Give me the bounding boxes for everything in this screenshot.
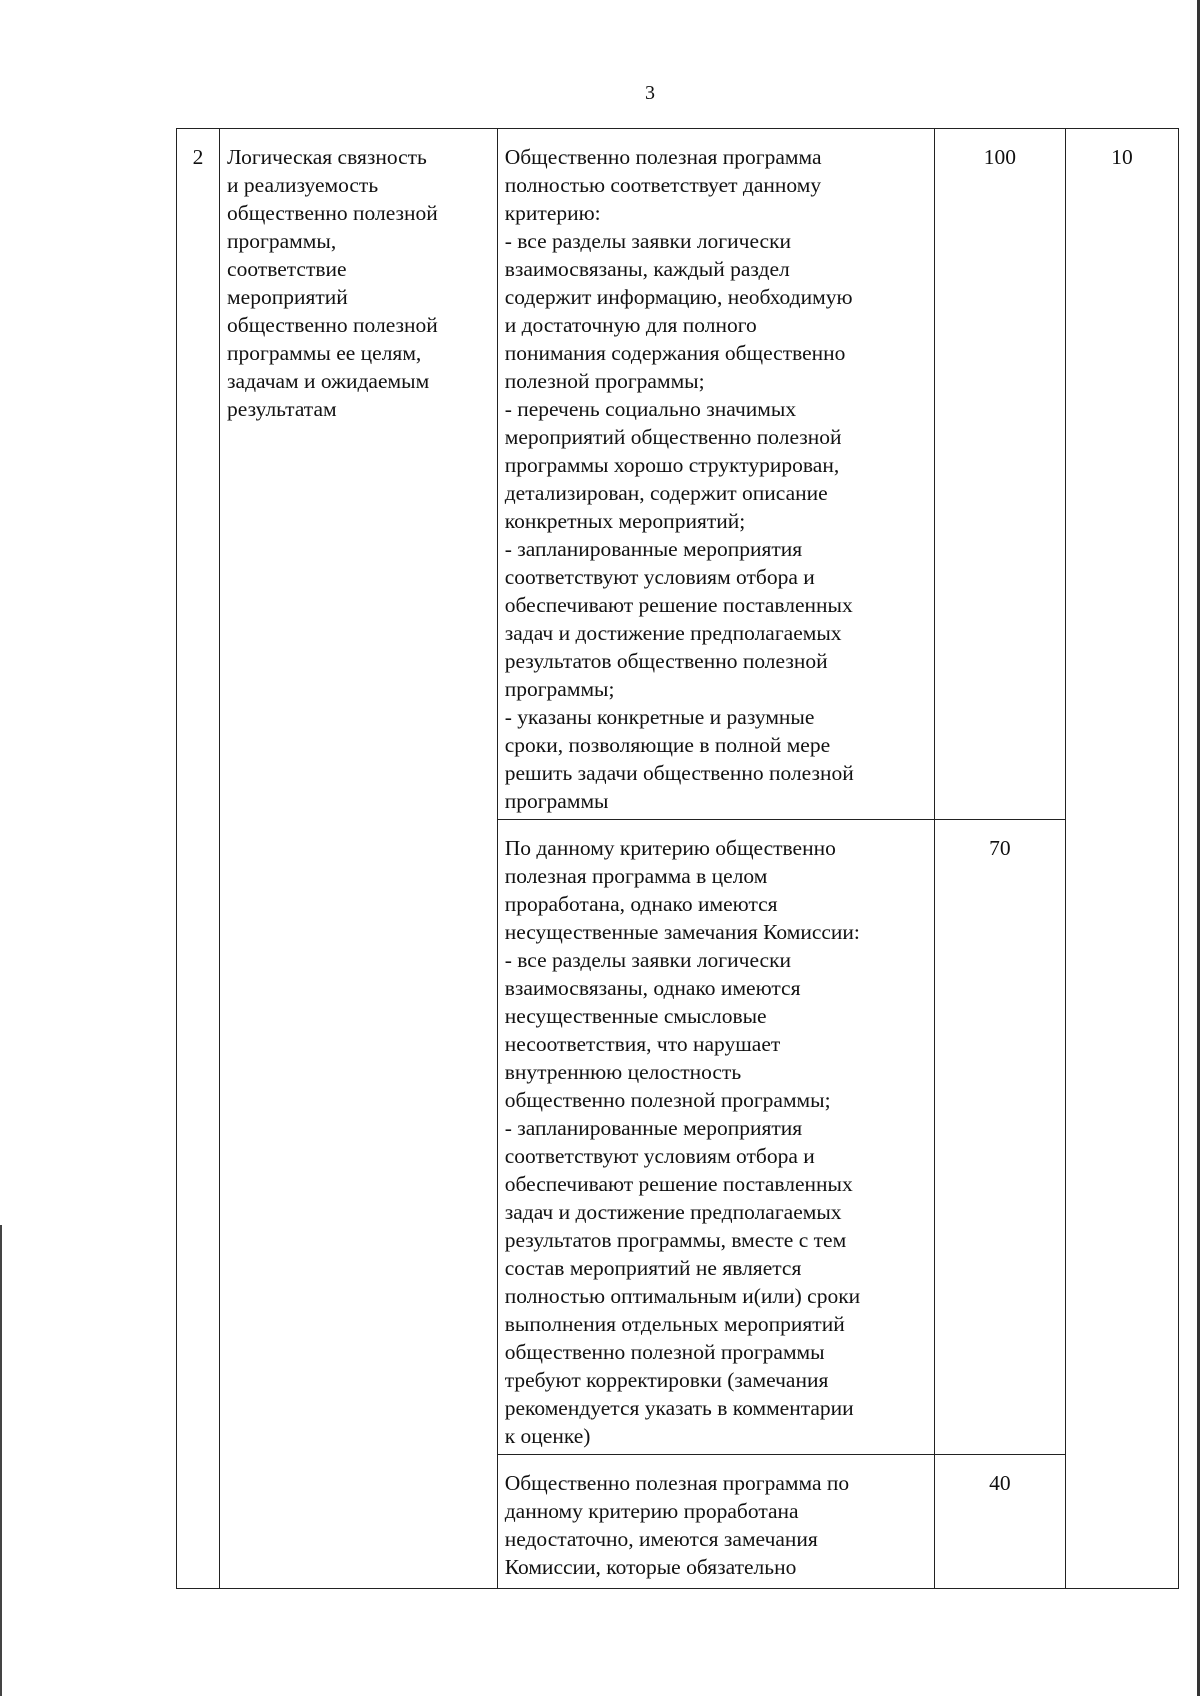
description-line: рекомендуется указать в комментарии: [504, 1396, 854, 1420]
table-row: [177, 129, 1179, 820]
description-line: мероприятий общественно полезной: [504, 425, 842, 449]
level-description-cell: [497, 820, 934, 1455]
criterion-line: общественно полезной: [227, 313, 438, 337]
criterion-line: программы,: [227, 229, 337, 253]
description-line: данному критерию проработана: [504, 1499, 799, 1523]
description-line: решить задачи общественно полезной: [504, 761, 854, 785]
description-line: Комиссии, которые обязательно: [504, 1555, 797, 1579]
description-line: несоответствия, что нарушает: [504, 1032, 781, 1056]
weight-cell: 10: [1065, 129, 1178, 1589]
description-line: программы хорошо структурирован,: [504, 453, 840, 477]
description-line: детализирован, содержит описание: [504, 481, 828, 505]
description-line: - все разделы заявки логически: [504, 948, 792, 972]
description-line: несущественные смысловые: [504, 1004, 767, 1028]
description-line: несущественные замечания Комиссии:: [504, 920, 860, 944]
level-description-cell: [497, 1455, 934, 1589]
criterion-line: мероприятий: [227, 285, 348, 309]
criterion-line: общественно полезной: [227, 201, 438, 225]
description-line: задач и достижение предполагаемых: [504, 621, 842, 645]
description-line: полезной программы;: [504, 369, 705, 393]
description-line: внутреннюю целостность: [504, 1060, 742, 1084]
description-line: Общественно полезная программа по: [504, 1471, 850, 1495]
description-line: содержит информацию, необходимую: [504, 285, 853, 309]
description-line: выполнения отдельных мероприятий: [504, 1312, 845, 1336]
description-line: к оценке): [504, 1424, 591, 1448]
description-line: понимания содержания общественно: [504, 341, 846, 365]
scan-left-edge: [0, 1225, 2, 1696]
description-line: недостаточно, имеются замечания: [504, 1527, 818, 1551]
description-line: проработана, однако имеются: [504, 892, 778, 916]
description-line: соответствуют условиям отбора и: [504, 1144, 815, 1168]
score-cell: 70: [934, 820, 1065, 1455]
description-line: - все разделы заявки логически: [504, 229, 792, 253]
level-description-cell: [497, 129, 934, 820]
description-line: Общественно полезная программа: [504, 145, 822, 169]
criterion-line: и реализуемость: [227, 173, 379, 197]
description-line: - перечень социально значимых: [504, 397, 797, 421]
description-line: общественно полезной программы;: [504, 1088, 831, 1112]
score-cell: 40: [934, 1455, 1065, 1589]
description-line: конкретных мероприятий;: [504, 509, 746, 533]
description-line: требуют корректировки (замечания: [504, 1368, 829, 1392]
description-line: взаимосвязаны, однако имеются: [504, 976, 801, 1000]
description-line: взаимосвязаны, каждый раздел: [504, 257, 790, 281]
description-line: - указаны конкретные и разумные: [504, 705, 815, 729]
criterion-line: задачам и ожидаемым: [227, 369, 430, 393]
score-cell: 100: [934, 129, 1065, 820]
criteria-table: [176, 128, 1179, 1589]
description-line: полезная программа в целом: [504, 864, 768, 888]
description-line: результатов программы, вместе с тем: [504, 1228, 847, 1252]
description-line: задач и достижение предполагаемых: [504, 1200, 842, 1224]
description-line: и достаточную для полного: [504, 313, 757, 337]
description-line: соответствуют условиям отбора и: [504, 565, 815, 589]
description-line: обеспечивают решение поставленных: [504, 1172, 853, 1196]
row-number-cell: 2: [177, 129, 220, 1589]
criterion-line: Логическая связность: [227, 145, 427, 169]
description-line: сроки, позволяющие в полной мере: [504, 733, 831, 757]
description-line: состав мероприятий не является: [504, 1256, 802, 1280]
description-line: полностью соответствует данному: [504, 173, 822, 197]
description-line: полностью оптимальным и(или) сроки: [504, 1284, 861, 1308]
page-number: 3: [645, 82, 655, 104]
description-line: критерию:: [504, 201, 601, 225]
description-line: - запланированные мероприятия: [504, 537, 803, 561]
criterion-line: соответствие: [227, 257, 347, 281]
description-line: общественно полезной программы: [504, 1340, 825, 1364]
description-line: обеспечивают решение поставленных: [504, 593, 853, 617]
criterion-line: программы ее целям,: [227, 341, 422, 365]
description-line: результатов общественно полезной: [504, 649, 828, 673]
criterion-line: результатам: [227, 397, 337, 421]
description-line: программы;: [504, 677, 615, 701]
criterion-cell: [220, 129, 498, 1589]
description-line: программы: [504, 789, 609, 813]
description-line: По данному критерию общественно: [504, 836, 836, 860]
description-line: - запланированные мероприятия: [504, 1116, 803, 1140]
